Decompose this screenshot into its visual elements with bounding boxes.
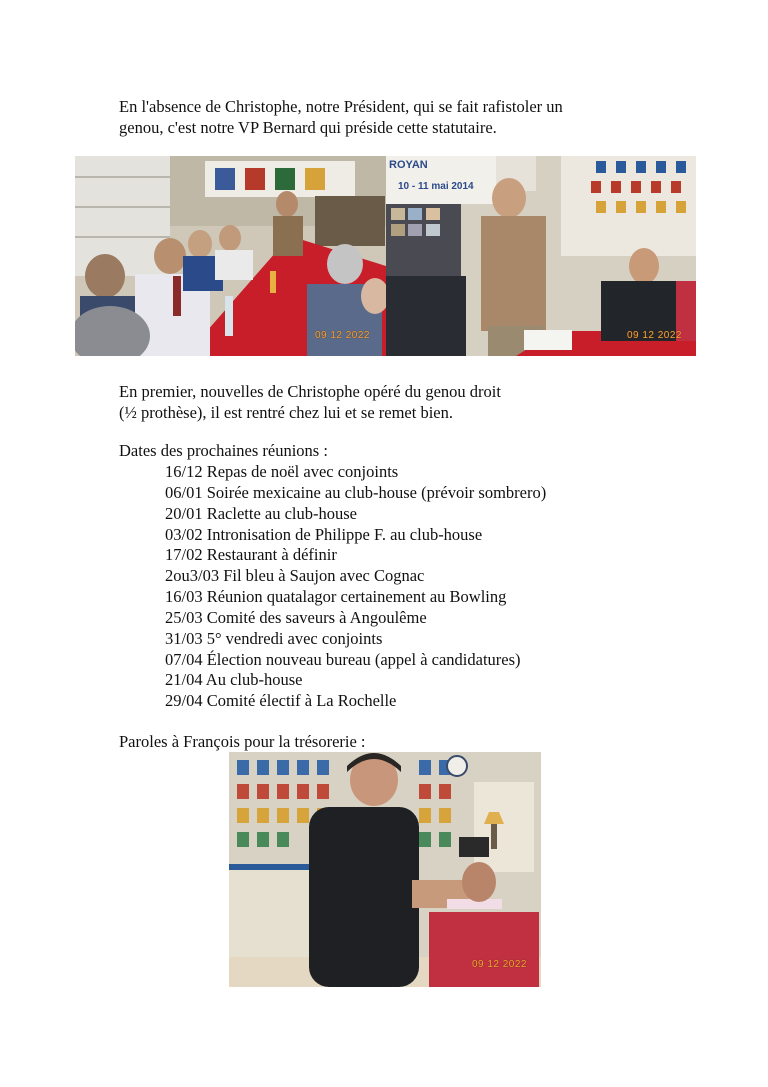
news-line-1: En premier, nouvelles de Christophe opéré du genou droit (119, 382, 501, 401)
news-line-2: (½ prothèse), il est rentré chez lui et se remet bien. (119, 403, 453, 422)
date-stamp: 09 12 2022 (314, 330, 370, 341)
meeting-item: 03/02 Intronisation de Philippe F. au club-house (165, 524, 483, 544)
meetings-heading: Dates des prochaines réunions : (119, 441, 328, 460)
date-stamp: 09 12 2022 (626, 330, 682, 341)
meetings-list (165, 461, 546, 711)
treasurer-scene (229, 752, 541, 987)
meeting-item: 16/12 Repas de noël avec conjoints (165, 462, 399, 481)
meeting-item: 20/01 Raclette au club-house (165, 503, 357, 523)
meeting-item: 06/01 Soirée mexicaine au club-house (prévoir sombrero) (165, 482, 547, 502)
photo-meeting-table (75, 156, 386, 356)
banner-dates: 10 - 11 mai 2014 (398, 181, 474, 192)
meeting-item: 31/03 5° vendredi avec conjoints (165, 628, 383, 648)
photo-treasurer (229, 752, 541, 987)
intro-line-2: genou, c'est notre VP Bernard qui préside cette statutaire. (119, 118, 497, 137)
meeting-item: 21/04 Au club-house (165, 670, 303, 690)
intro-line-1: En l'absence de Christophe, notre Président, qui se fait rafistoler un (119, 97, 563, 116)
meeting-item: 25/03 Comité des saveurs à Angoulême (165, 607, 427, 627)
treasury-heading: Paroles à François pour la trésorerie : (119, 732, 366, 751)
date-stamp: 09 12 2022 (471, 959, 527, 970)
banner-title: ROYAN (389, 159, 428, 171)
meeting-item: 16/03 Réunion quatalagor certainement au Bowling (165, 587, 507, 607)
photo-vp-speaking (386, 156, 696, 356)
meeting-item: 2ou3/03 Fil bleu à Saujon avec Cognac (165, 566, 425, 586)
meeting-item: 07/04 Élection nouveau bureau (appel à candidatures) (165, 649, 521, 669)
meeting-item: 17/02 Restaurant à définir (165, 545, 337, 565)
meeting-item: 29/04 Comité électif à La Rochelle (165, 691, 397, 711)
